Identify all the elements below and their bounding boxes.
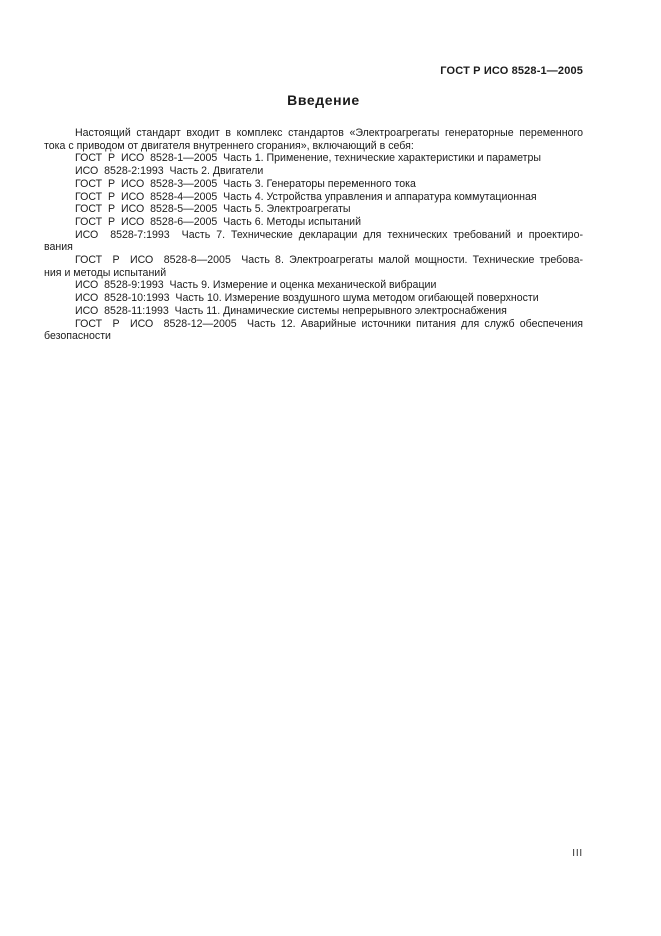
text-line: ния и методы испытаний xyxy=(44,266,167,279)
text-line: ГОСТ Р ИСО 8528-8—2005 Часть 8. Электроагрегаты малой мощности. Технические требова- xyxy=(75,254,583,267)
text-line: ИСО 8528-2:1993 Часть 2. Двигатели xyxy=(75,165,264,178)
text-line: ГОСТ Р ИСО 8528-4—2005 Часть 4. Устройства управления и аппаратура коммутационная xyxy=(75,190,537,203)
text-line: ГОСТ Р ИСО 8528-1—2005 Часть 1. Применение, технические характеристики и параметры xyxy=(75,152,542,165)
text-line: ИСО 8528-9:1993 Часть 9. Измерение и оценка механической вибрации xyxy=(75,279,437,292)
text-line: тока с приводом от двигателя внутреннего сгорания», включающий в себя: xyxy=(44,139,414,152)
text-line: ГОСТ Р ИСО 8528-5—2005 Часть 5. Электроагрегаты xyxy=(75,203,351,216)
text-line: вания xyxy=(44,241,73,254)
text-line: ИСО 8528-10:1993 Часть 10. Измерение воздушного шума методом огибающей поверхности xyxy=(75,292,539,305)
text-line: безопасности xyxy=(44,330,111,343)
page-number: III xyxy=(572,848,583,859)
section-title: Введение xyxy=(287,92,360,108)
content-lines xyxy=(44,127,583,343)
running-header-standard-code: ГОСТ Р ИСО 8528-1—2005 xyxy=(440,65,583,77)
text-line: ГОСТ Р ИСО 8528-6—2005 Часть 6. Методы испытаний xyxy=(75,215,362,228)
text-line: ГОСТ Р ИСО 8528-3—2005 Часть 3. Генераторы переменного тока xyxy=(75,177,416,190)
text-line: Настоящий стандарт входит в комплекс стандартов «Электроагрегаты генераторные переменного xyxy=(75,127,583,139)
text-line: ИСО 8528-7:1993 Часть 7. Технические декларации для технических требований и проектиро- xyxy=(75,228,583,241)
text-line: ГОСТ Р ИСО 8528-12—2005 Часть 12. Аварийные источники питания для служб обеспечения xyxy=(75,317,583,330)
text-line: ИСО 8528-11:1993 Часть 11. Динамические системы непрерывного электроснабжения xyxy=(75,304,507,317)
